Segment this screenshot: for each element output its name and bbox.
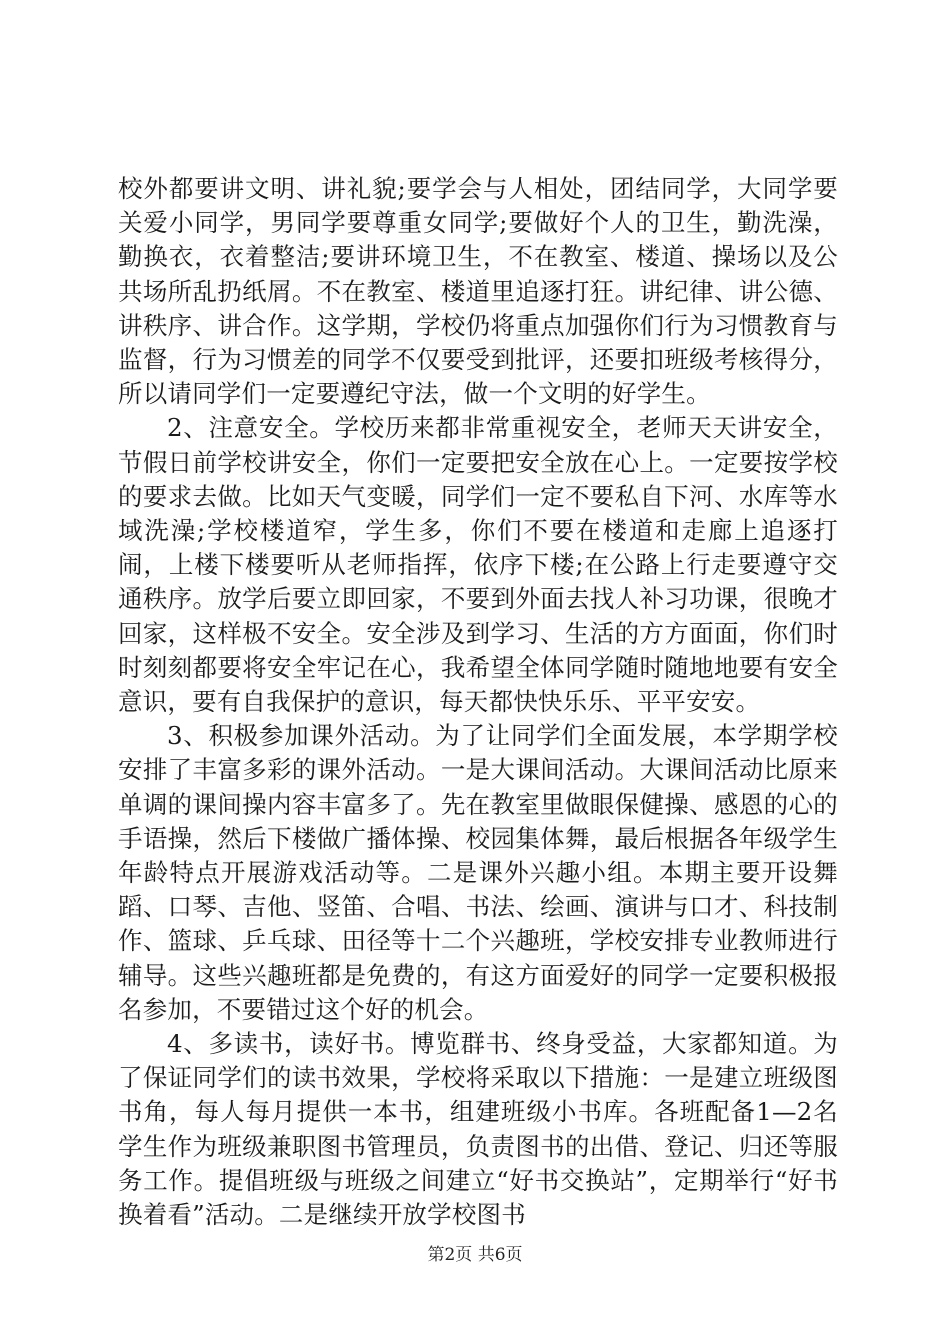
paragraph-2: 2、注意安全。学校历来都非常重视安全，老师天天讲安全，节假日前学校讲安全，你们一定要把安全放在心上。一定要按学校的要求去做。比如天气变暖，同学们一定不要私自下河、水库等水域洗澡;学校楼道窄，学生多，你们不要在楼道和走廊上追逐打闹，上楼下楼要听从老师指挥，依序下楼;在公路上行走要遵守交通秩序。放学后要立即回家，不要到外面去找人补习功课，很晚才回家，这样极不安全。安全涉及到学习、生活的方方面面，你们时时刻刻都要将安全牢记在心，我希望全体同学随时随地地要有安全意识，要有自我保护的意识，每天都快快乐乐、平平安安。 bbox=[118, 413, 838, 717]
paragraph-4: 4、多读书，读好书。博览群书、终身受益，大家都知道。为了保证同学们的读书效果，学校将采取以下措施：一是建立班级图书角，每人每月提供一本书，组建班级小书库。各班配备1—2名学生作为班级兼职图书管理员，负责图书的出借、登记、归还等服务工作。提倡班级与班级之间建立“好书交换站”，定期举行“好书换着看”活动。二是继续开放学校图书 bbox=[118, 1029, 838, 1230]
document-body bbox=[118, 172, 838, 1232]
paragraph-1: 校外都要讲文明、讲礼貌;要学会与人相处，团结同学，大同学要关爱小同学，男同学要尊重女同学;要做好个人的卫生，勤洗澡，勤换衣，衣着整洁;要讲环境卫生，不在教室、楼道、操场以及公共场所乱扔纸屑。不在教室、楼道里追逐打狂。讲纪律、讲公德、讲秩序、讲合作。这学期，学校仍将重点加强你们行为习惯教育与监督，行为习惯差的同学不仅要受到批评，还要扣班级考核得分，所以请同学们一定要遵纪守法，做一个文明的好学生。 bbox=[118, 174, 838, 409]
paragraph-3: 3、积极参加课外活动。为了让同学们全面发展，本学期学校安排了丰富多彩的课外活动。一是大课间活动。大课间活动比原来单调的课间操内容丰富多了。先在教室里做眼保健操、感恩的心的手语操，然后下楼做广播体操、校园集体舞，最后根据各年级学生年龄特点开展游戏活动等。二是课外兴趣小组。本期主要开设舞蹈、口琴、吉他、竖笛、合唱、书法、绘画、演讲与口才、科技制作、篮球、乒乓球、田径等十二个兴趣班，学校安排专业教师进行辅导。这些兴趣班都是免费的，有这方面爱好的同学一定要积极报名参加，不要错过这个好的机会。 bbox=[118, 721, 838, 1024]
page-number-footer: 第2页 共6页 bbox=[427, 1245, 523, 1265]
